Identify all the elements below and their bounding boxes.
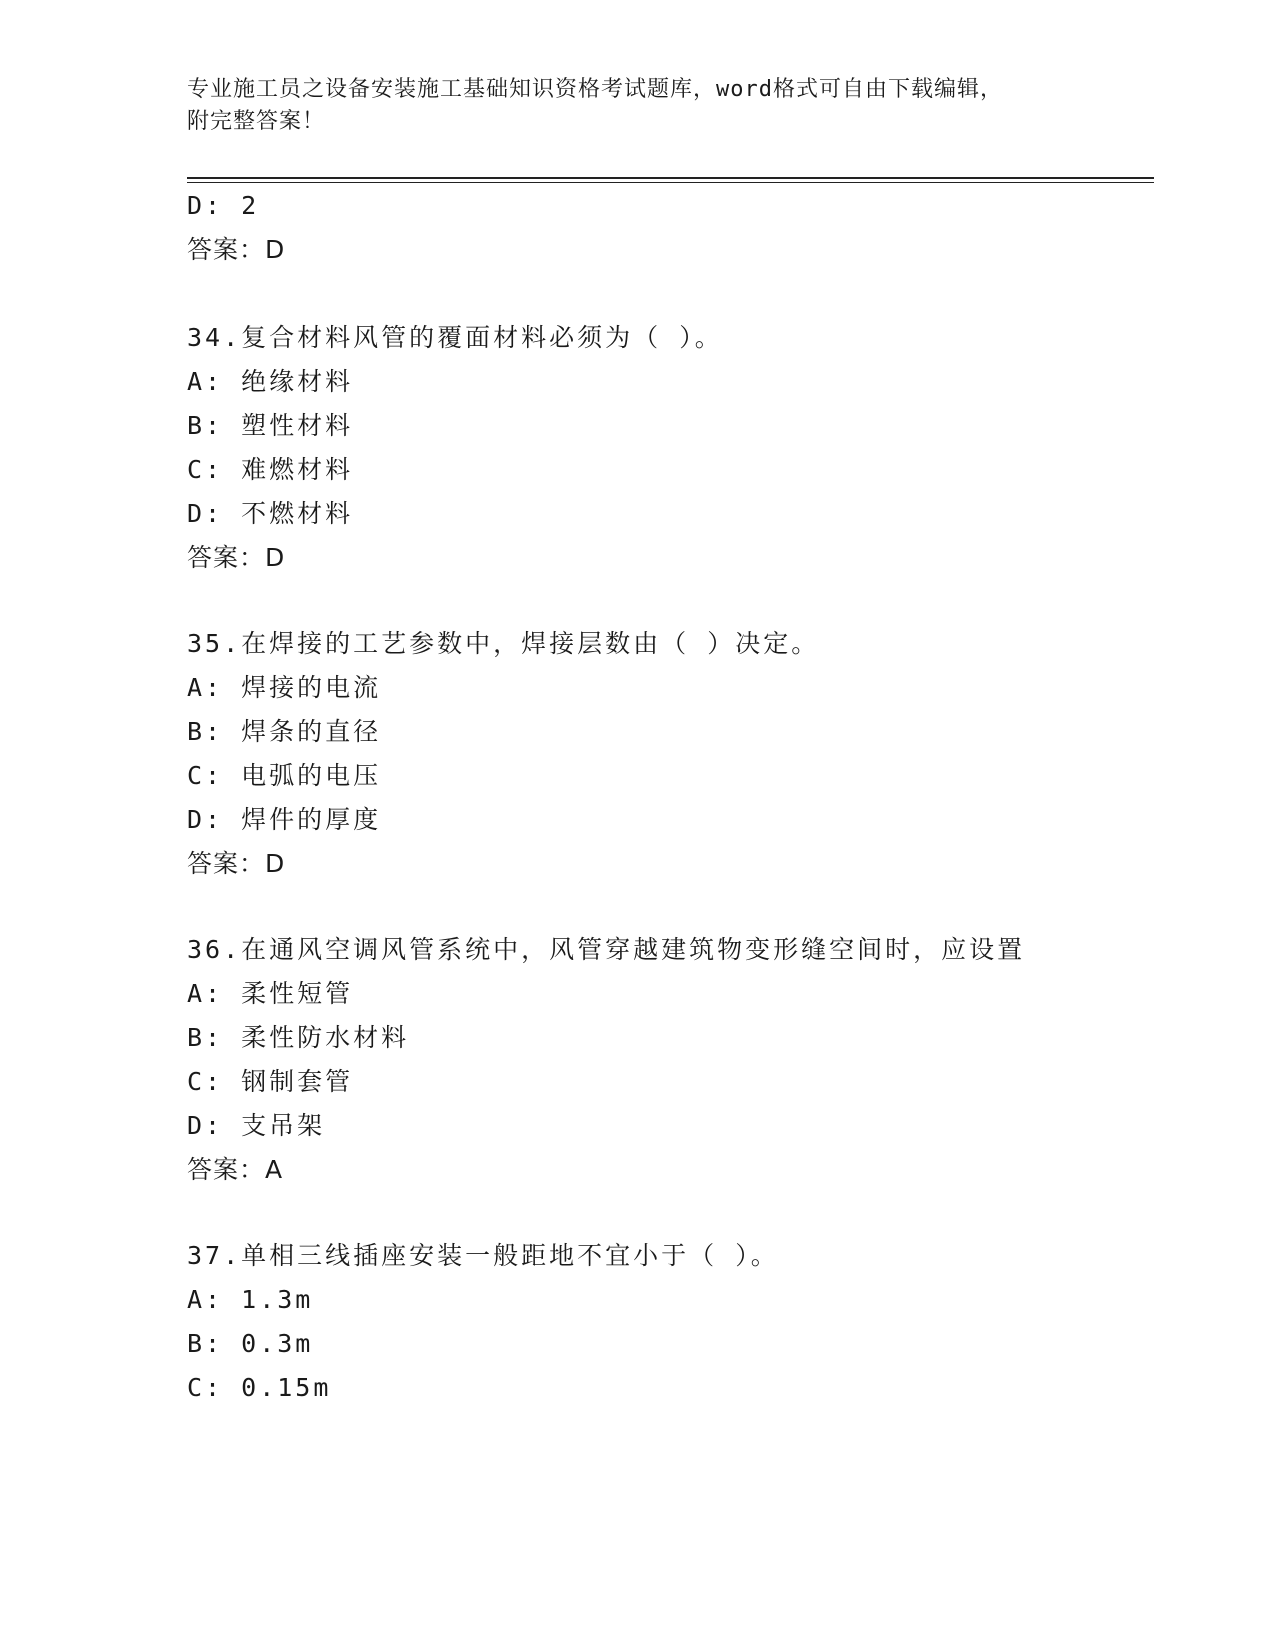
question-stem: 34.复合材料风管的覆面材料必须为（ ）。 bbox=[187, 323, 723, 352]
option-c: C: 难燃材料 bbox=[187, 455, 354, 484]
option-b: B: 塑性材料 bbox=[187, 411, 354, 440]
option-c: C: 钢制套管 bbox=[187, 1067, 354, 1096]
header-divider-thin bbox=[187, 182, 1154, 183]
option-d: D: 焊件的厚度 bbox=[187, 805, 382, 834]
question-stem: 37.单相三线插座安装一般距地不宜小于（ ）。 bbox=[187, 1241, 779, 1270]
option-d: D: 支吊架 bbox=[187, 1111, 326, 1140]
question-stem: 35.在焊接的工艺参数中，焊接层数由（ ）决定。 bbox=[187, 629, 820, 658]
option-c: C: 电弧的电压 bbox=[187, 761, 382, 790]
option-a: A: 柔性短管 bbox=[187, 979, 354, 1008]
answer-line: 答案：A bbox=[187, 1155, 284, 1184]
option-b: B: 焊条的直径 bbox=[187, 717, 382, 746]
option-b: B: 0.3m bbox=[187, 1329, 314, 1358]
header-line-2: 附完整答案！ bbox=[187, 109, 326, 134]
question-stem: 36.在通风空调风管系统中，风管穿越建筑物变形缝空间时，应设置 bbox=[187, 935, 1026, 964]
answer-line: 答案：D bbox=[187, 543, 286, 572]
option-d: D: 不燃材料 bbox=[187, 499, 354, 528]
answer-line: 答案：D bbox=[187, 235, 286, 264]
answer-line: 答案：D bbox=[187, 849, 286, 878]
header-divider-thick bbox=[187, 177, 1154, 179]
page-header bbox=[187, 74, 1087, 138]
option-a: A: 焊接的电流 bbox=[187, 673, 382, 702]
option-d: D: 2 bbox=[187, 191, 260, 220]
option-a: A: 绝缘材料 bbox=[187, 367, 354, 396]
option-b: B: 柔性防水材料 bbox=[187, 1023, 410, 1052]
option-c: C: 0.15m bbox=[187, 1373, 332, 1402]
option-a: A: 1.3m bbox=[187, 1285, 314, 1314]
header-line-1: 专业施工员之设备安装施工基础知识资格考试题库，word格式可自由下载编辑， bbox=[187, 77, 1003, 102]
